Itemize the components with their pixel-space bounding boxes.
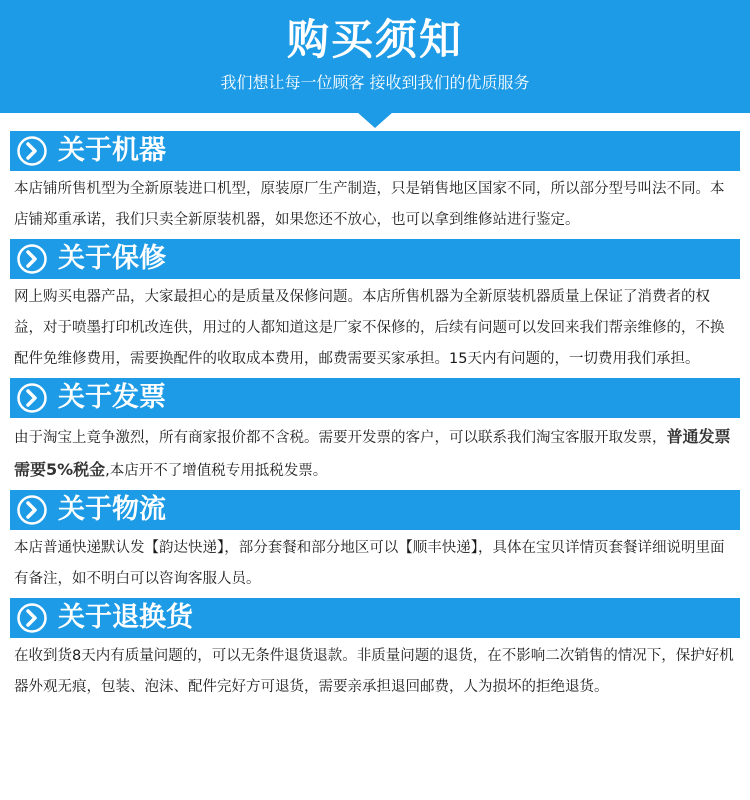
chevron-right-circle-icon — [16, 243, 48, 275]
header-banner — [0, 0, 750, 113]
page-title: 购买须知 — [286, 15, 463, 64]
section-text-pre: 由于淘宝上竟争激烈，所有商家报价都不含税。需要开发票的客户，可以联系我们淘宝客服开取发票， — [14, 430, 667, 446]
section-header — [10, 598, 740, 638]
tax-highlight: 普通发票需要5%税金 — [14, 427, 731, 479]
section-header — [10, 378, 740, 418]
section-title: 关于物流 — [58, 494, 166, 525]
section-invoice — [10, 378, 740, 490]
section-machine — [10, 131, 740, 239]
section-header — [10, 490, 740, 530]
section-logistics — [10, 490, 740, 598]
section-text: 在收到货8天内有质量问题的，可以无条件退货退款。非质量问题的退货，在不影响二次销售的情况下，保护好机器外观无痕，包装、泡沫、配件完好方可退货，需要亲承担退回邮费，人为损坏的拒绝退货。 — [14, 648, 734, 695]
banner-notch — [357, 112, 393, 128]
section-text — [10, 418, 740, 490]
section-text: 本店铺所售机型为全新原装进口机型，原装原厂生产制造，只是销售地区国家不同，所以部分型号叫法不同。本店铺郑重承诺，我们只卖全新原装机器，如果您还不放心，也可以拿到维修站进行鉴定。 — [14, 181, 725, 228]
section-text-post: ,本店开不了增值税专用抵税发票。 — [105, 463, 328, 479]
section-text: 网上购买电器产品，大家最担心的是质量及保修问题。本店所售机器为全新原装机器质量上保证了消费者的权益，对于喷墨打印机改连供，用过的人都知道这是厂家不保修的，后续有问题可以发回来我们帮亲维修的，不换配件免维修费用，需要换配件的收取成本费用，邮费需要买家承担。15天内有问题的，一切费用我们承担。 — [14, 289, 725, 367]
chevron-right-circle-icon — [16, 494, 48, 526]
chevron-right-circle-icon — [16, 135, 48, 167]
section-title: 关于退换货 — [58, 602, 193, 633]
section-title: 关于机器 — [58, 135, 166, 166]
section-title: 关于发票 — [58, 382, 166, 413]
notice-content — [10, 131, 740, 706]
section-warranty — [10, 239, 740, 378]
section-text: 本店普通快递默认发【韵达快递】，部分套餐和部分地区可以【顺丰快递】，具体在宝贝详情页套餐详细说明里面有备注，如不明白可以咨询客服人员。 — [14, 540, 725, 587]
page-subtitle: 我们想让每一位顾客 接收到我们的优质服务 — [220, 73, 530, 92]
section-header — [10, 239, 740, 279]
chevron-right-circle-icon — [16, 382, 48, 414]
chevron-right-circle-icon — [16, 602, 48, 634]
section-returns — [10, 598, 740, 706]
section-title: 关于保修 — [58, 243, 166, 274]
section-header — [10, 131, 740, 171]
